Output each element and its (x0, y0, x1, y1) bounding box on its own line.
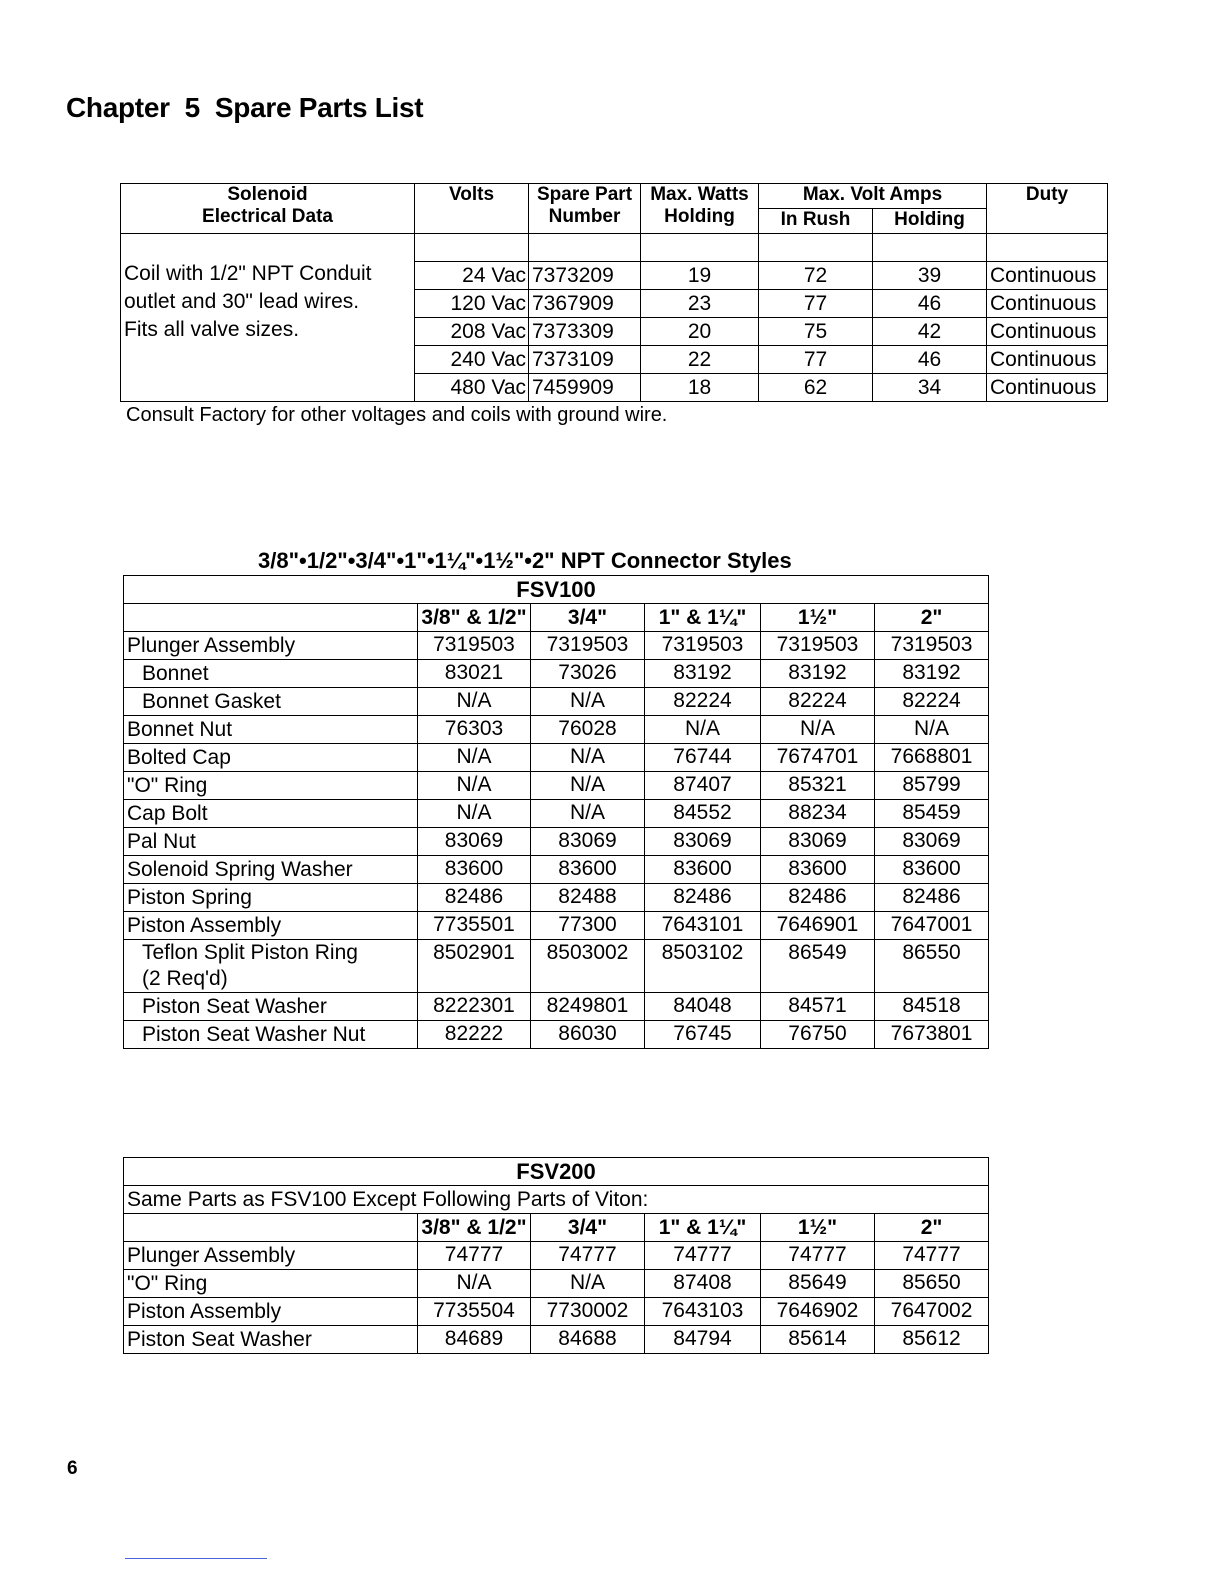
part-name-cell: Plunger Assembly (124, 632, 418, 660)
part-number-cell: 82222 (418, 1021, 531, 1049)
table-row (124, 744, 989, 772)
volts-cell: 208 Vac (415, 318, 529, 346)
part-number-cell: 82488 (531, 884, 645, 912)
watts-cell: 18 (641, 374, 759, 402)
part-number-cell: 7730002 (531, 1298, 645, 1326)
part-number-cell: 7674701 (761, 744, 875, 772)
spacer-cell (641, 234, 759, 262)
part-name-cell: Plunger Assembly (124, 1242, 418, 1270)
part-number-cell: 7319503 (761, 632, 875, 660)
table-row (124, 912, 989, 940)
inrush-cell: 77 (759, 346, 873, 374)
part-name-cell: Teflon Split Piston Ring (2 Req'd) (124, 940, 418, 993)
table-row (124, 660, 989, 688)
table-row (124, 993, 989, 1021)
size-header: 3/8" & 1/2" (418, 604, 531, 632)
size-header: 3/4" (531, 604, 645, 632)
part-number-cell: 74777 (645, 1242, 761, 1270)
spacer-cell (529, 234, 641, 262)
header-in-rush: In Rush (759, 209, 873, 234)
table-row (124, 772, 989, 800)
part-number-cell: 74777 (761, 1242, 875, 1270)
header-duty: Duty (987, 184, 1108, 234)
part-number-cell: 84571 (761, 993, 875, 1021)
table-row (124, 1270, 989, 1298)
part-number-cell: 7319503 (645, 632, 761, 660)
link-underline (125, 1558, 267, 1559)
part-number-cell: 85650 (875, 1270, 989, 1298)
part-number-cell: 8222301 (418, 993, 531, 1021)
part-name-cell: Piston Seat Washer (124, 993, 418, 1021)
header-spare-part: Spare Part Number (529, 184, 641, 234)
part-name-cell: Piston Spring (124, 884, 418, 912)
watts-cell: 23 (641, 290, 759, 318)
part-number-cell: N/A (531, 800, 645, 828)
size-header: 1" & 1¼" (645, 604, 761, 632)
part-number-cell: 7319503 (875, 632, 989, 660)
part-number-cell: 83021 (418, 660, 531, 688)
part-number-cell: 7643101 (645, 912, 761, 940)
volts-cell: 480 Vac (415, 374, 529, 402)
watts-cell: 22 (641, 346, 759, 374)
part-number-cell: 7643103 (645, 1298, 761, 1326)
size-header: 1½" (761, 1214, 875, 1242)
part-number-cell: N/A (531, 688, 645, 716)
empty-header-cell (124, 604, 418, 632)
part-number-cell: 87407 (645, 772, 761, 800)
size-header: 1½" (761, 604, 875, 632)
part-number-cell: 83600 (875, 856, 989, 884)
part-number-cell: 7373109 (529, 346, 641, 374)
part-number-cell: 7459909 (529, 374, 641, 402)
volts-cell: 24 Vac (415, 262, 529, 290)
header-volts: Volts (415, 184, 529, 234)
part-number-cell: 76303 (418, 716, 531, 744)
part-number-cell: 84518 (875, 993, 989, 1021)
inrush-cell: 77 (759, 290, 873, 318)
part-number-cell: 85321 (761, 772, 875, 800)
part-number-cell: 7647001 (875, 912, 989, 940)
spacer-cell (759, 234, 873, 262)
empty-header-cell (124, 1214, 418, 1242)
table-row (124, 828, 989, 856)
part-number-cell: 86550 (875, 940, 989, 993)
part-number-cell: N/A (875, 716, 989, 744)
holding-cell: 46 (873, 290, 987, 318)
holding-cell: 34 (873, 374, 987, 402)
part-name-cell: Piston Assembly (124, 1298, 418, 1326)
part-number-cell: 84688 (531, 1326, 645, 1354)
holding-cell: 42 (873, 318, 987, 346)
part-number-cell: 84048 (645, 993, 761, 1021)
part-number-cell: 7319503 (531, 632, 645, 660)
part-number-cell: 76745 (645, 1021, 761, 1049)
table-row (124, 1298, 989, 1326)
part-number-cell: 83600 (418, 856, 531, 884)
table-row (124, 1242, 989, 1270)
page-title: Chapter 5 Spare Parts List (66, 92, 424, 123)
part-number-cell: 7367909 (529, 290, 641, 318)
part-number-cell: 83600 (531, 856, 645, 884)
part-number-cell: N/A (531, 772, 645, 800)
size-header-row (124, 604, 989, 632)
part-name-cell: "O" Ring (124, 772, 418, 800)
part-number-cell: 88234 (761, 800, 875, 828)
holding-cell: 46 (873, 346, 987, 374)
part-number-cell: N/A (531, 1270, 645, 1298)
table-row (124, 940, 989, 993)
part-number-cell: 82486 (875, 884, 989, 912)
part-number-cell: 83069 (645, 828, 761, 856)
part-name-cell: Piston Assembly (124, 912, 418, 940)
part-number-cell: 7673801 (875, 1021, 989, 1049)
duty-cell: Continuous (987, 318, 1108, 346)
part-number-cell: 85612 (875, 1326, 989, 1354)
table-row (124, 688, 989, 716)
part-number-cell: 7735504 (418, 1298, 531, 1326)
volts-cell: 240 Vac (415, 346, 529, 374)
header-max-volt-amps: Max. Volt Amps (759, 184, 987, 209)
part-number-cell: 73026 (531, 660, 645, 688)
table-row (124, 632, 989, 660)
duty-cell: Continuous (987, 346, 1108, 374)
duty-cell: Continuous (987, 290, 1108, 318)
part-name-cell: Solenoid Spring Washer (124, 856, 418, 884)
part-number-cell: 84552 (645, 800, 761, 828)
table-row (124, 856, 989, 884)
part-number-cell: 83600 (761, 856, 875, 884)
table-row (124, 1021, 989, 1049)
part-number-cell: 7646901 (761, 912, 875, 940)
part-number-cell: N/A (418, 688, 531, 716)
watts-cell: 19 (641, 262, 759, 290)
duty-cell: Continuous (987, 374, 1108, 402)
inrush-cell: 75 (759, 318, 873, 346)
part-number-cell: 7373309 (529, 318, 641, 346)
page-number: 6 (67, 1458, 78, 1479)
part-name-cell: Pal Nut (124, 828, 418, 856)
part-number-cell: 82486 (761, 884, 875, 912)
header-solenoid: Solenoid Electrical Data (121, 184, 415, 234)
part-number-cell: 83069 (761, 828, 875, 856)
part-number-cell: 74777 (875, 1242, 989, 1270)
fsv100-parts-table (123, 575, 989, 1049)
holding-cell: 39 (873, 262, 987, 290)
part-number-cell: 83192 (645, 660, 761, 688)
part-number-cell: 85649 (761, 1270, 875, 1298)
part-number-cell: 82486 (645, 884, 761, 912)
part-number-cell: N/A (645, 716, 761, 744)
part-number-cell: 8502901 (418, 940, 531, 993)
part-number-cell: N/A (418, 800, 531, 828)
part-number-cell: 82224 (761, 688, 875, 716)
volts-cell: 120 Vac (415, 290, 529, 318)
part-number-cell: 8503102 (645, 940, 761, 993)
part-number-cell: 7373209 (529, 262, 641, 290)
header-holding: Holding (873, 209, 987, 234)
part-number-cell: N/A (761, 716, 875, 744)
part-number-cell: 84794 (645, 1326, 761, 1354)
part-number-cell: 8249801 (531, 993, 645, 1021)
inrush-cell: 62 (759, 374, 873, 402)
spacer-cell (987, 234, 1108, 262)
size-header-row (124, 1214, 989, 1242)
fsv200-title: FSV200 (124, 1158, 989, 1186)
part-name-cell: Piston Seat Washer Nut (124, 1021, 418, 1049)
fsv100-title: FSV100 (124, 576, 989, 604)
fsv200-parts-table (123, 1157, 989, 1354)
spacer-cell (873, 234, 987, 262)
part-number-cell: 82224 (645, 688, 761, 716)
size-header: 1" & 1¼" (645, 1214, 761, 1242)
part-number-cell: 86549 (761, 940, 875, 993)
size-header: 3/8" & 1/2" (418, 1214, 531, 1242)
part-number-cell: 83192 (875, 660, 989, 688)
part-number-cell: 74777 (531, 1242, 645, 1270)
table-row (124, 800, 989, 828)
watts-cell: 20 (641, 318, 759, 346)
solenoid-electrical-table (120, 183, 1108, 402)
spacer-cell (415, 234, 529, 262)
part-number-cell: N/A (418, 744, 531, 772)
part-number-cell: 83192 (761, 660, 875, 688)
consult-factory-note: Consult Factory for other voltages and coils with ground wire. (126, 404, 668, 426)
part-number-cell: 7646902 (761, 1298, 875, 1326)
table-row (124, 884, 989, 912)
duty-cell: Continuous (987, 262, 1108, 290)
part-number-cell: 76028 (531, 716, 645, 744)
fsv200-subtitle: Same Parts as FSV100 Except Following Parts of Viton: (124, 1186, 989, 1214)
part-name-cell: Bolted Cap (124, 744, 418, 772)
part-number-cell: 82486 (418, 884, 531, 912)
part-name-cell: Bonnet (124, 660, 418, 688)
part-name-cell: Bonnet Nut (124, 716, 418, 744)
part-number-cell: N/A (418, 772, 531, 800)
part-name-cell: Piston Seat Washer (124, 1326, 418, 1354)
table-row (124, 716, 989, 744)
size-header: 2" (875, 1214, 989, 1242)
part-number-cell: 83069 (418, 828, 531, 856)
part-number-cell: 7668801 (875, 744, 989, 772)
part-number-cell: 74777 (418, 1242, 531, 1270)
coil-description: Coil with 1/2" NPT Conduit outlet and 30" lead wires. Fits all valve sizes. (121, 234, 415, 402)
part-name-cell: "O" Ring (124, 1270, 418, 1298)
part-number-cell: 7319503 (418, 632, 531, 660)
part-number-cell: 82224 (875, 688, 989, 716)
size-header: 2" (875, 604, 989, 632)
part-number-cell: 84689 (418, 1326, 531, 1354)
part-number-cell: 8503002 (531, 940, 645, 993)
part-number-cell: 85799 (875, 772, 989, 800)
part-number-cell: 76750 (761, 1021, 875, 1049)
header-max-watts: Max. Watts Holding (641, 184, 759, 234)
part-number-cell: 7647002 (875, 1298, 989, 1326)
part-number-cell: 85459 (875, 800, 989, 828)
connector-styles-caption: 3/8"•1/2"•3/4"•1"•1¼"•1½"•2" NPT Connector Styles (258, 548, 792, 573)
part-number-cell: 76744 (645, 744, 761, 772)
part-number-cell: 7735501 (418, 912, 531, 940)
part-number-cell: 83069 (875, 828, 989, 856)
part-number-cell: 87408 (645, 1270, 761, 1298)
inrush-cell: 72 (759, 262, 873, 290)
part-number-cell: 83069 (531, 828, 645, 856)
part-number-cell: 77300 (531, 912, 645, 940)
part-name-cell: Cap Bolt (124, 800, 418, 828)
part-name-cell: Bonnet Gasket (124, 688, 418, 716)
part-number-cell: 83600 (645, 856, 761, 884)
part-number-cell: 85614 (761, 1326, 875, 1354)
size-header: 3/4" (531, 1214, 645, 1242)
part-number-cell: 86030 (531, 1021, 645, 1049)
table-row (124, 1326, 989, 1354)
part-number-cell: N/A (418, 1270, 531, 1298)
part-number-cell: N/A (531, 744, 645, 772)
